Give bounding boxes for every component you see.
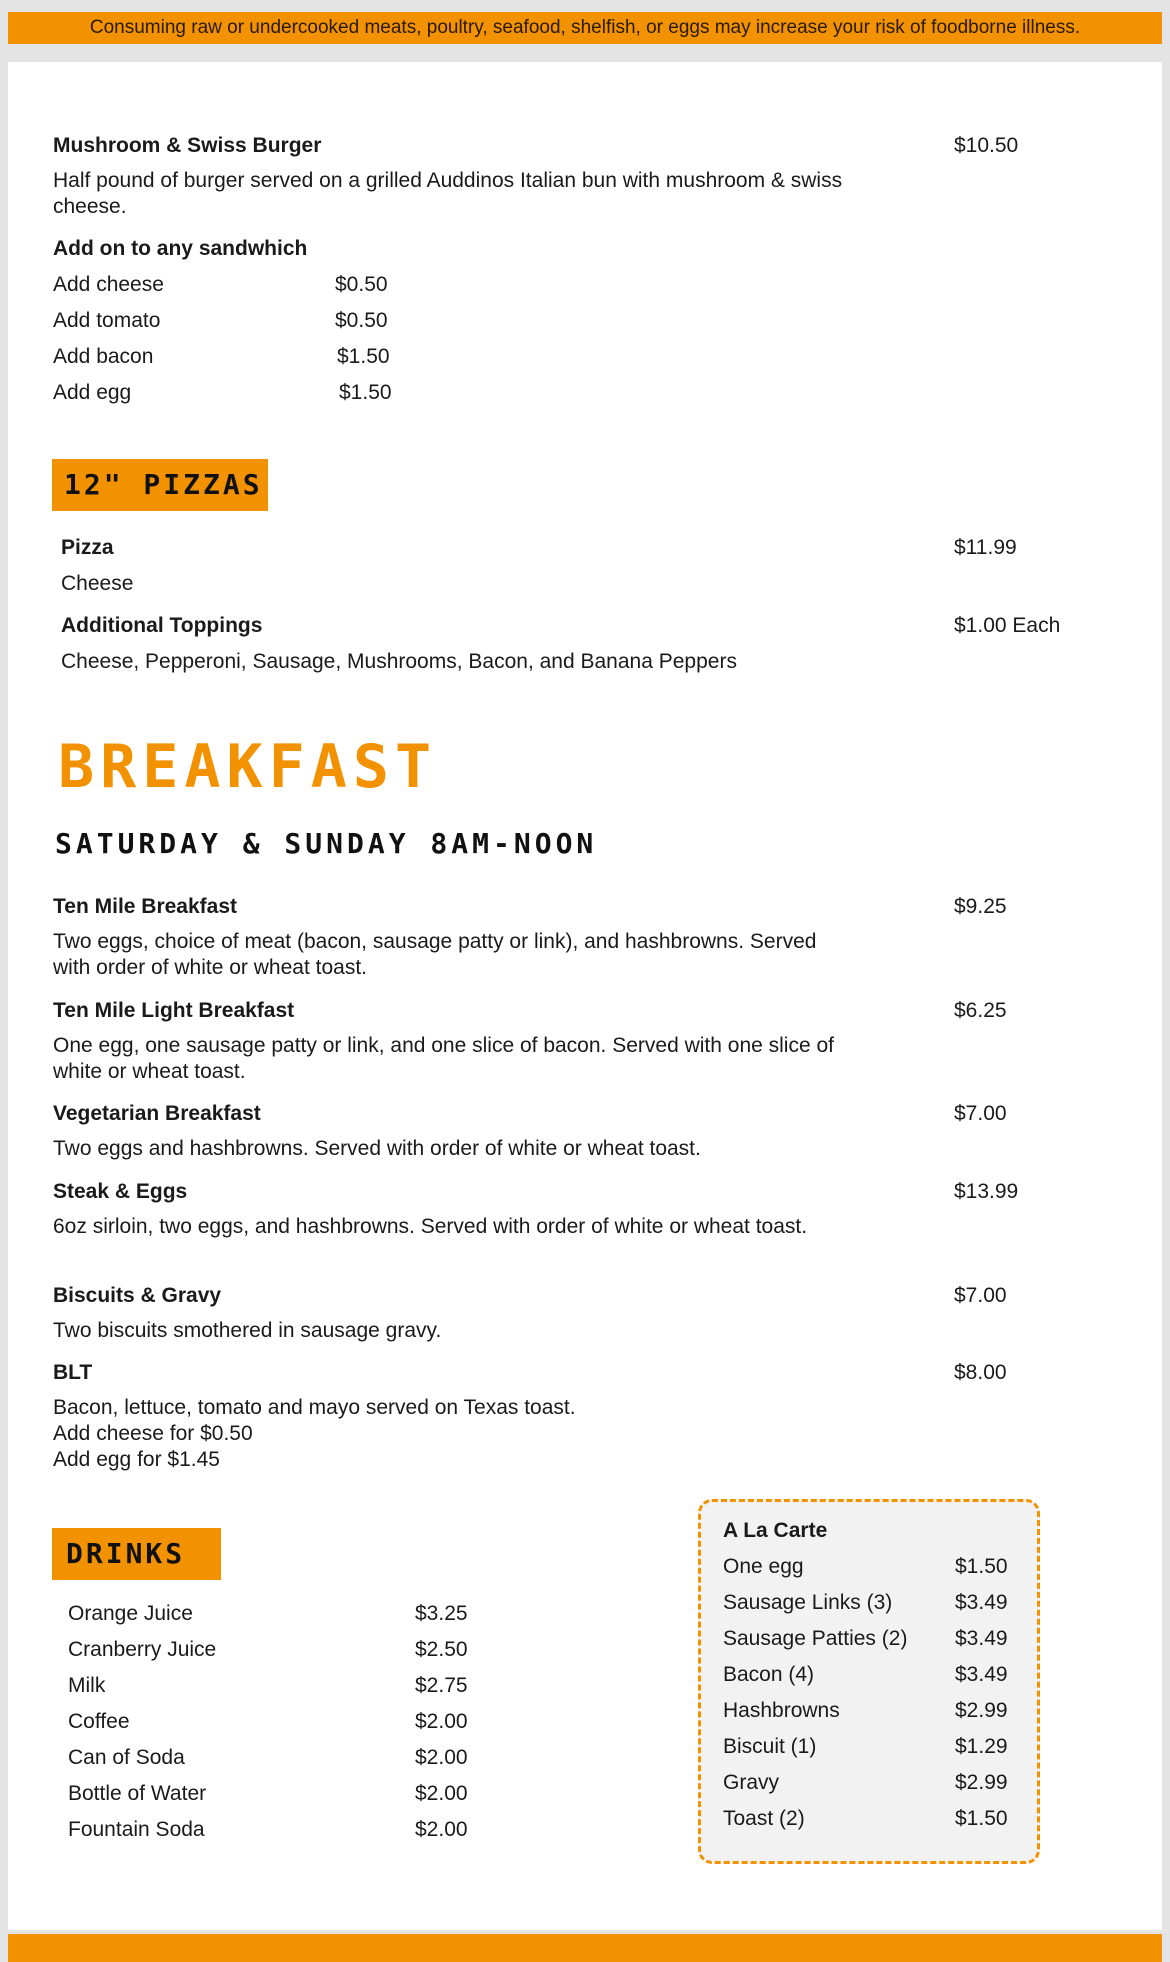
a-la-carte-price: $3.49 — [955, 1591, 1008, 1614]
a-la-carte-price: $3.49 — [955, 1663, 1008, 1686]
drink-price: $2.00 — [415, 1782, 468, 1805]
breakfast-item-description: Two eggs, choice of meat (bacon, sausage patty or link), and hashbrowns. Served with order of white or wheat toast. — [53, 930, 817, 979]
breakfast-item-description: Bacon, lettuce, tomato and mayo served on Texas toast. — [53, 1396, 576, 1419]
drink-label: Cranberry Juice — [68, 1638, 217, 1661]
breakfast-item-price: $7.00 — [954, 1102, 1007, 1125]
a-la-carte-label: Gravy — [723, 1771, 780, 1794]
drink-label: Orange Juice — [68, 1602, 193, 1625]
breakfast-item-name: Ten Mile Light Breakfast — [53, 999, 295, 1022]
drink-price: $2.00 — [415, 1710, 468, 1733]
breakfast-item-price: $7.00 — [954, 1284, 1007, 1307]
a-la-carte-title: A La Carte — [723, 1519, 828, 1542]
a-la-carte-label: Biscuit (1) — [723, 1735, 817, 1758]
breakfast-item-description: One egg, one sausage patty or link, and one slice of bacon. Served with one slice of white or wheat toast. — [53, 1034, 834, 1083]
a-la-carte-label: Bacon (4) — [723, 1663, 815, 1686]
drink-price: $2.75 — [415, 1674, 468, 1697]
a-la-carte-label: Hashbrowns — [723, 1699, 840, 1722]
a-la-carte-box — [698, 1499, 1040, 1864]
a-la-carte-price: $2.99 — [955, 1699, 1008, 1722]
breakfast-item-name: Ten Mile Breakfast — [53, 895, 238, 918]
drink-price: $2.00 — [415, 1746, 468, 1769]
breakfast-item-name: BLT — [53, 1361, 93, 1384]
breakfast-item-name: Biscuits & Gravy — [53, 1284, 222, 1307]
a-la-carte-price: $3.49 — [955, 1627, 1008, 1650]
burger-description: Half pound of burger served on a grilled Auddinos Italian bun with mushroom & swiss cheese. — [53, 169, 843, 218]
a-la-carte-label: Sausage Links (3) — [723, 1591, 893, 1614]
addon-price: $0.50 — [335, 273, 388, 296]
breakfast-item-price: $6.25 — [954, 999, 1007, 1022]
addon-price: $0.50 — [335, 309, 388, 332]
a-la-carte-label: Sausage Patties (2) — [723, 1627, 908, 1650]
burger-price: $10.50 — [954, 134, 1019, 157]
addon-label: Add cheese — [53, 273, 164, 296]
menu-page — [8, 62, 1162, 1930]
drink-price: $2.50 — [415, 1638, 468, 1661]
toppings-name: Additional Toppings — [61, 614, 263, 637]
addon-label: Add egg — [53, 381, 132, 404]
addon-label: Add tomato — [53, 309, 161, 332]
addon-label: Add bacon — [53, 345, 154, 368]
breakfast-item-name: Vegetarian Breakfast — [53, 1102, 261, 1125]
a-la-carte-price: $1.50 — [955, 1555, 1008, 1578]
drink-price: $2.00 — [415, 1818, 468, 1841]
breakfast-item-price: $13.99 — [954, 1180, 1019, 1203]
footer-accent-bar — [8, 1934, 1162, 1962]
toppings-price: $1.00 Each — [954, 614, 1061, 637]
addons-title: Add on to any sandwhich — [53, 237, 308, 260]
toppings-description: Cheese, Pepperoni, Sausage, Mushrooms, Bacon, and Banana Peppers — [61, 650, 737, 673]
a-la-carte-price: $2.99 — [955, 1771, 1008, 1794]
blt-addon-egg: Add egg for $1.45 — [53, 1448, 220, 1471]
addon-price: $1.50 — [337, 345, 390, 368]
pizza-description: Cheese — [61, 572, 134, 595]
allergy-warning-banner: Consuming raw or undercooked meats, poultry, seafood, shelfish, or eggs may increase your risk of foodborne illness. — [8, 12, 1162, 44]
breakfast-item-description: 6oz sirloin, two eggs, and hashbrowns. Served with order of white or wheat toast. — [53, 1215, 808, 1238]
drink-label: Fountain Soda — [68, 1818, 205, 1841]
a-la-carte-price: $1.29 — [955, 1735, 1008, 1758]
drink-label: Bottle of Water — [68, 1782, 207, 1805]
breakfast-title: BREAKFAST — [58, 732, 438, 802]
drink-label: Coffee — [68, 1710, 130, 1733]
drink-price: $3.25 — [415, 1602, 468, 1625]
a-la-carte-label: Toast (2) — [723, 1807, 805, 1830]
addon-price: $1.50 — [339, 381, 392, 404]
pizza-name: Pizza — [61, 536, 114, 559]
breakfast-hours: SATURDAY & SUNDAY 8AM-NOON — [55, 827, 598, 860]
breakfast-item-name: Steak & Eggs — [53, 1180, 188, 1203]
drink-label: Milk — [68, 1674, 106, 1697]
pizzas-section-tag: 12" PIZZAS — [52, 459, 268, 511]
drink-label: Can of Soda — [68, 1746, 185, 1769]
blt-addon-cheese: Add cheese for $0.50 — [53, 1422, 253, 1445]
breakfast-item-price: $9.25 — [954, 895, 1007, 918]
breakfast-item-description: Two biscuits smothered in sausage gravy. — [53, 1319, 442, 1342]
pizza-price: $11.99 — [954, 536, 1017, 559]
drinks-section-tag: DRINKS — [52, 1528, 221, 1580]
a-la-carte-price: $1.50 — [955, 1807, 1008, 1830]
breakfast-item-price: $8.00 — [954, 1361, 1007, 1384]
breakfast-item-description: Two eggs and hashbrowns. Served with order of white or wheat toast. — [53, 1137, 701, 1160]
a-la-carte-label: One egg — [723, 1555, 804, 1578]
burger-name: Mushroom & Swiss Burger — [53, 134, 322, 157]
